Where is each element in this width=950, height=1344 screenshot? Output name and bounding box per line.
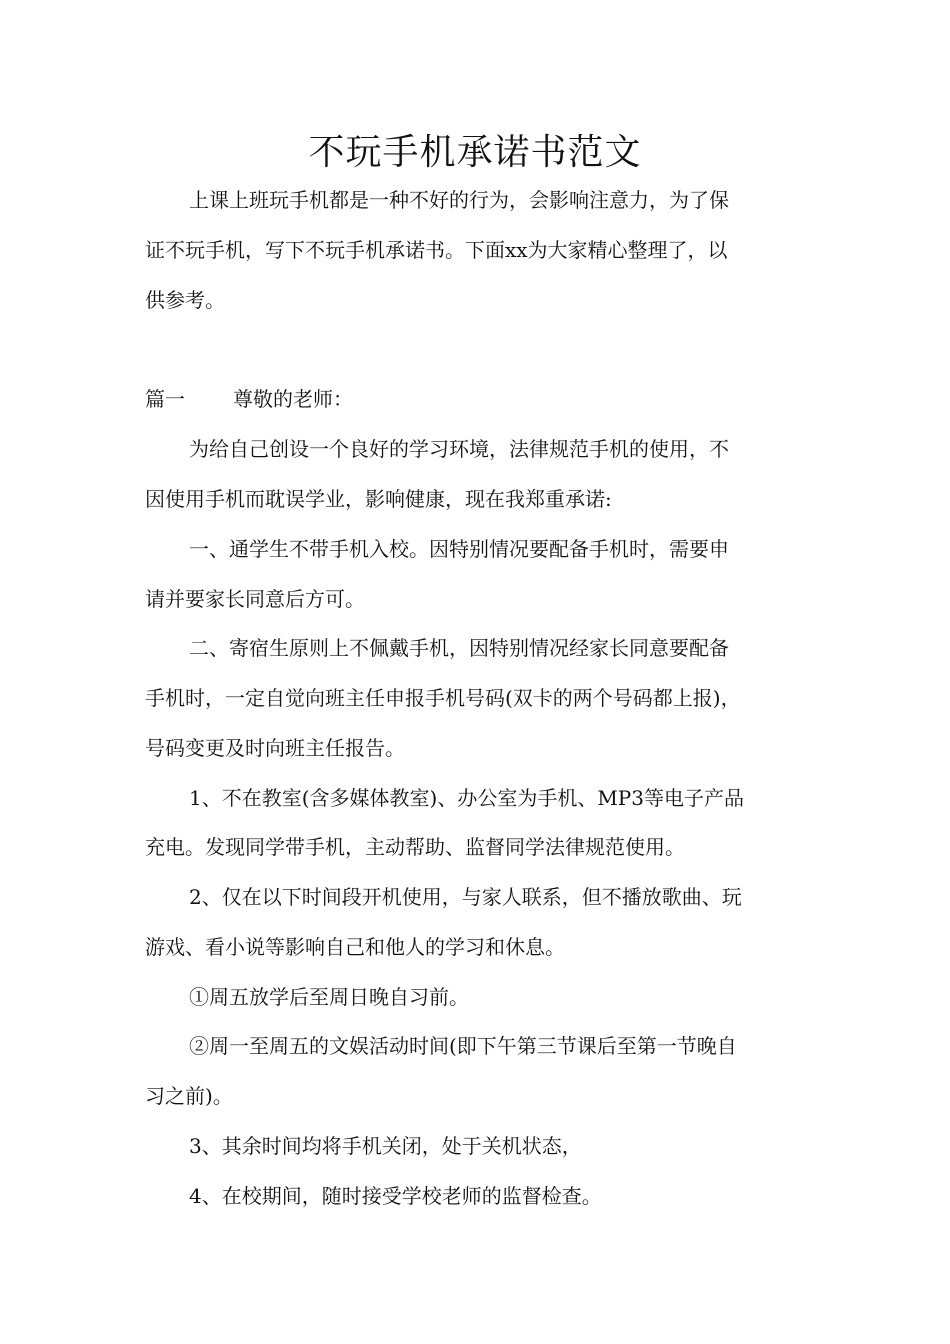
body-line: 手机时，一定自觉向班主任申报手机号码(双卡的两个号码都上报)， bbox=[145, 686, 741, 710]
body-line: 充电。发现同学带手机，主动帮助、监督同学法律规范使用。 bbox=[145, 835, 685, 859]
intro-line: 证不玩手机，写下不玩手机承诺书。下面xx为大家精心整理了，以 bbox=[145, 238, 728, 262]
body-line: 号码变更及时向班主任报告。 bbox=[145, 736, 405, 760]
section-label: 篇一 bbox=[145, 387, 185, 411]
salutation: 尊敬的老师： bbox=[233, 387, 353, 411]
body-line: 二、寄宿生原则上不佩戴手机，因特别情况经家长同意要配备 bbox=[189, 636, 729, 660]
document-title: 不玩手机承诺书范文 bbox=[308, 132, 642, 173]
body-line: 习之前)。 bbox=[145, 1084, 233, 1108]
body-line: 一、通学生不带手机入校。因特别情况要配备手机时，需要申 bbox=[189, 537, 729, 561]
body-line: 游戏、看小说等影响自己和他人的学习和休息。 bbox=[145, 935, 565, 959]
body-line: 因使用手机而耽误学业，影响健康，现在我郑重承诺: bbox=[145, 487, 612, 511]
body-line: 4、在校期间，随时接受学校老师的监督检查。 bbox=[189, 1184, 602, 1208]
body-line: ②周一至周五的文娱活动时间(即下午第三节课后至第一节晚自 bbox=[189, 1034, 737, 1058]
body-line: 为给自己创设一个良好的学习环境，法律规范手机的使用，不 bbox=[189, 437, 729, 461]
body-line: 2、仅在以下时间段开机使用，与家人联系，但不播放歌曲、玩 bbox=[189, 885, 742, 909]
body-line: 请并要家长同意后方可。 bbox=[145, 587, 365, 611]
body-line: 3、其余时间均将手机关闭，处于关机状态， bbox=[189, 1134, 582, 1158]
intro-line: 上课上班玩手机都是一种不好的行为，会影响注意力，为了保 bbox=[189, 188, 729, 212]
body-line: 1、不在教室(含多媒体教室)、办公室为手机、MP3等电子产品 bbox=[189, 786, 744, 810]
body-line: ①周五放学后至周日晚自习前。 bbox=[189, 985, 469, 1009]
intro-line: 供参考。 bbox=[145, 288, 225, 312]
